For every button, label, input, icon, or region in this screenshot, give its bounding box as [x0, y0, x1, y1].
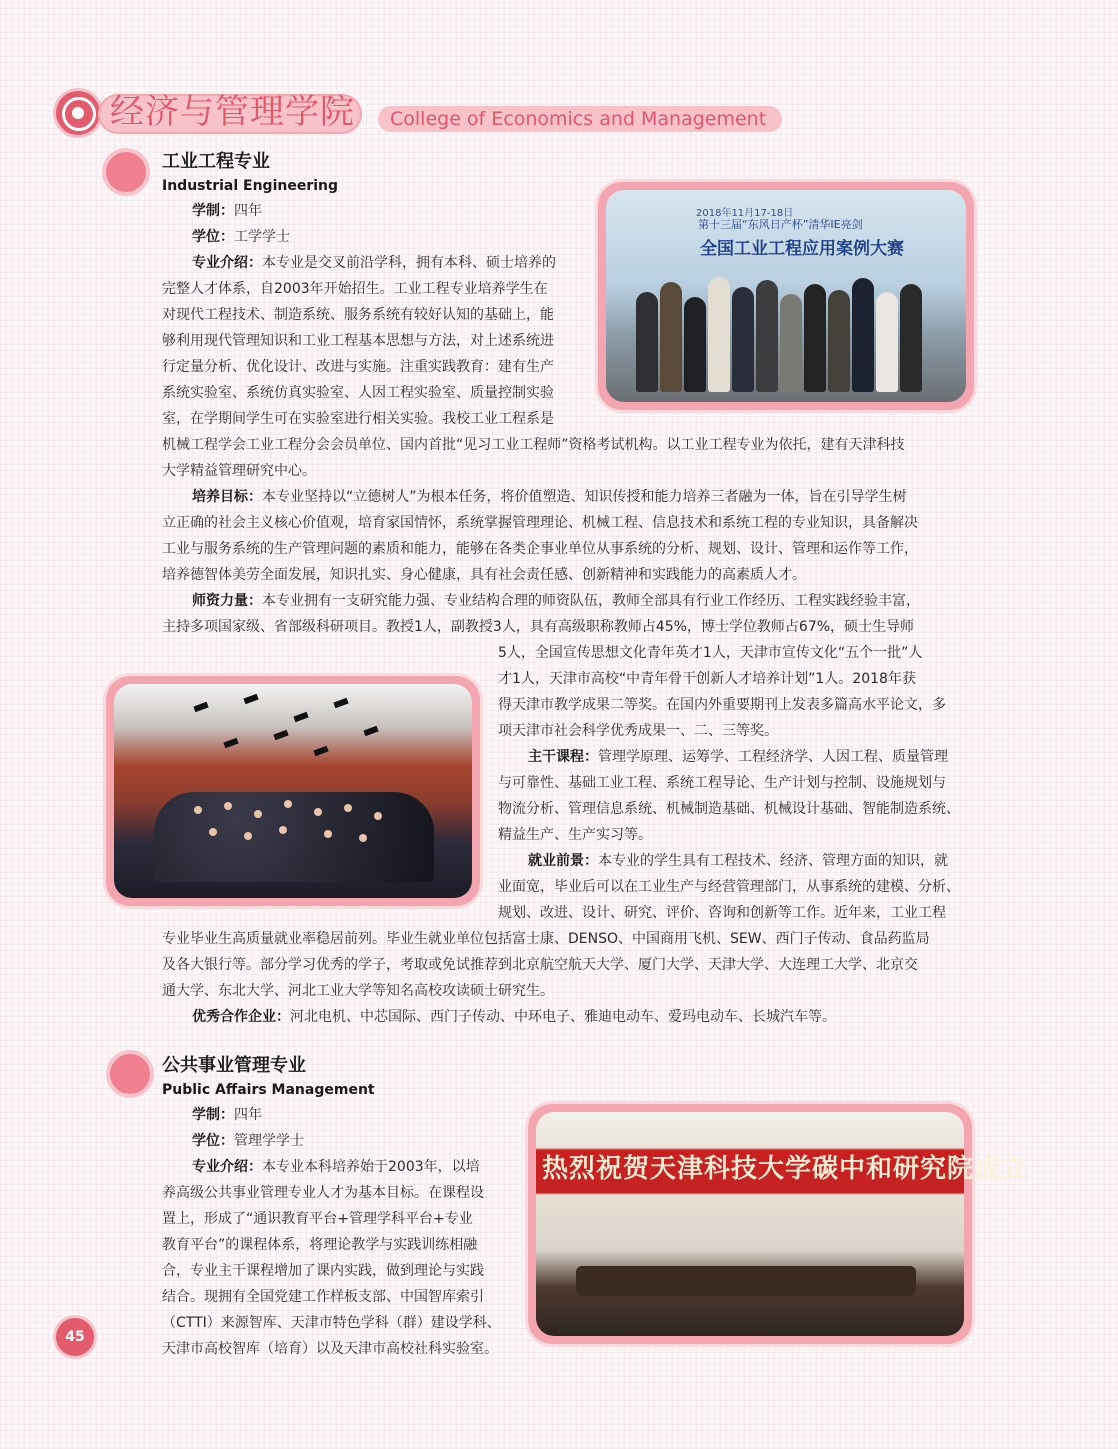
faculty-line: 师资力量：本专业拥有一支研究能力强、专业结构合理的师资队伍，教师全部具有行业工作经历、工程实践经验丰富， [192, 593, 920, 609]
intro-line: 室，在学期间学生可在实验室进行相关实验。我校工业工程系是 [162, 411, 554, 427]
partners-line: 优秀合作企业：河北电机、中芯国际、西门子传动、中环电子、雅迪电动车、爱玛电动车、长城汽车等。 [192, 1009, 836, 1025]
courses-line: 与可靠性、基础工业工程、系统工程导论、生产计划与控制、设施规划与 [498, 775, 946, 791]
college-logo-icon [56, 91, 100, 135]
intro-line: 专业介绍：本专业本科培养始于2003年，以培 [192, 1159, 480, 1175]
intro-line: 专业介绍：本专业是交叉前沿学科，拥有本科、硕士培养的 [192, 255, 556, 271]
intro-line: 够利用现代管理知识和工业工程基本思想与方法，对上述系统进 [162, 333, 554, 349]
career-line: 通大学、东北大学、河北工业大学等知名高校攻读硕士研究生。 [162, 983, 554, 999]
photo-banner-subtitle: 第十三届“东风日产杯”清华IE亮剑 [698, 218, 863, 231]
intro-line: 教育平台”的课程体系，将理论教学与实践训练相融 [162, 1237, 478, 1253]
team-group-image [636, 272, 936, 392]
faculty-line: 主持多项国家级、省部级科研项目。教授1人，副教授3人，具有高级职称教师占45%，博士学位教师占67%，硕士生导师 [162, 619, 915, 635]
intro-line: 养高级公共事业管理专业人才为基本目标。在课程设 [162, 1185, 484, 1201]
intro-line: （CTTI）来源智库、天津市特色学科（群）建设学科、 [162, 1315, 501, 1331]
competition-photo [598, 182, 974, 410]
intro-line: 完整人才体系，自2003年开始招生。工业工程专业培养学生在 [162, 281, 548, 297]
career-line: 专业毕业生高质量就业率稳居前列。毕业生就业单位包括富士康、DENSO、中国商用飞机、SEW、西门子传动、食品药监局 [162, 931, 930, 947]
duration-row: 学制：四年 [192, 1107, 262, 1123]
career-line: 及各大银行等。部分学习优秀的学子，考取或免试推荐到北京航空航天大学、厦门大学、天津大学、大连理工大学、北京交 [162, 957, 918, 973]
intro-line: 行定量分析、优化设计、改进与实施。注重实践教育：建有生产 [162, 359, 554, 375]
intro-line: 对现代工程技术、制造系统、服务系统有较好认知的基础上，能 [162, 307, 554, 323]
section-title: 公共事业管理专业 [162, 1055, 306, 1076]
goal-line: 工业与服务系统的生产管理问题的素质和能力，能够在各类企事业单位从事系统的分析、规划、设计、管理和运作等工作， [162, 541, 918, 557]
section-subtitle: Public Affairs Management [162, 1082, 375, 1098]
degree-row: 学位：管理学学士 [192, 1133, 304, 1149]
goal-line: 培养德智体美劳全面发展，知识扎实、身心健康，具有社会责任感、创新精神和实践能力的高素质人才。 [162, 567, 806, 583]
faculty-line: 项天津市社会科学优秀成果一、二、三等奖。 [498, 723, 778, 739]
faculty-line: 得天津市教学成果二等奖。在国内外重要期刊上发表多篇高水平论文，多 [498, 697, 946, 713]
intro-line: 系统实验室、系统仿真实验室、人因工程实验室、质量控制实验 [162, 385, 554, 401]
intro-line: 合，专业主干课程增加了课内实践，做到理论与实践 [162, 1263, 484, 1279]
career-line: 业面宽，毕业后可以在工业生产与经营管理部门，从事系统的建模、分析、 [498, 879, 960, 895]
intro-line: 天津市高校智库（培育）以及天津市高校社科实验室。 [162, 1341, 498, 1357]
graduates-crowd-image [154, 792, 434, 882]
graduation-photo [106, 676, 480, 906]
faculty-line: 5人，全国宣传思想文化青年英才1人，天津市宣传文化“五个一批”人 [498, 645, 923, 661]
intro-line: 结合。现拥有全国党建工作样板支部、中国智库索引 [162, 1289, 484, 1305]
section-subtitle: Industrial Engineering [162, 178, 339, 194]
page-subtitle: College of Economics and Management [390, 108, 767, 130]
section-title: 工业工程专业 [162, 151, 270, 172]
conference-photo [528, 1104, 1029, 1344]
intro-line: 机械工程学会工业工程分会会员单位、国内首批“见习工业工程师”资格考试机构。以工业工程专业为依托，建有天津科技 [162, 437, 905, 453]
intro-line: 置上，形成了“通识教育平台+管理学科平台+专业 [162, 1211, 473, 1227]
career-line: 就业前景：本专业的学生具有工程技术、经济、管理方面的知识，就 [528, 853, 948, 869]
section-bullet-icon [106, 152, 146, 192]
photo-banner-title: 全国工业工程应用案例大赛 [700, 239, 904, 259]
conference-table-image [576, 1266, 916, 1296]
photo-banner-title: 热烈祝贺天津科技大学碳中和研究院成立 [542, 1154, 1029, 1184]
photo-banner-date: 2018年11月17-18日 [696, 208, 794, 219]
goal-line: 培养目标：本专业坚持以“立德树人”为根本任务，将价值塑造、知识传授和能力培养三者融为一体，旨在引导学生树 [192, 489, 907, 505]
faculty-line: 才1人，天津市高校“中青年骨干创新人才培养计划”1人。2018年获 [498, 671, 916, 687]
goal-line: 立正确的社会主义核心价值观，培育家国情怀，系统掌握管理理论、机械工程、信息技术和系统工程的专业知识，具备解决 [162, 515, 918, 531]
page-number: 45 [56, 1318, 94, 1356]
courses-line: 物流分析、管理信息系统、机械制造基础、机械设计基础、智能制造系统、 [498, 801, 960, 817]
degree-row: 学位：工学学士 [192, 229, 290, 245]
page-title: 经济与管理学院 [110, 92, 355, 132]
courses-line: 精益生产、生产实习等。 [498, 827, 652, 843]
duration-row: 学制：四年 [192, 203, 262, 219]
career-line: 规划、改进、设计、研究、评价、咨询和创新等工作。近年来，工业工程 [498, 905, 946, 921]
section-bullet-icon [110, 1054, 150, 1094]
courses-line: 主干课程：管理学原理、运筹学、工程经济学、人因工程、质量管理 [528, 749, 948, 765]
intro-line: 大学精益管理研究中心。 [162, 463, 316, 479]
